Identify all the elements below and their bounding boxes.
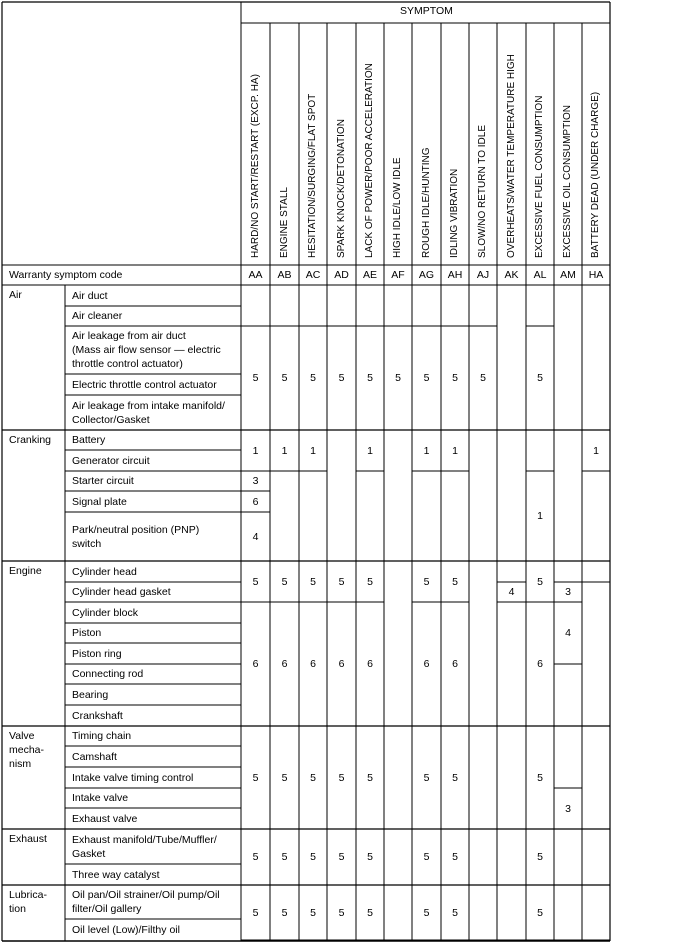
category-label: mecha- xyxy=(9,744,45,756)
matrix-cell-value: 5 xyxy=(281,575,288,588)
matrix-cell-value: 5 xyxy=(367,771,373,784)
item-label: Air leakage from intake manifold/ xyxy=(72,399,225,412)
symptom-code: AH xyxy=(447,269,463,281)
item-label: Cylinder head gasket xyxy=(72,586,171,598)
matrix-cell-value: 6 xyxy=(423,658,430,670)
symptom-name: BATTERY DEAD (UNDER CHARGE) xyxy=(590,91,601,258)
item-label: Cylinder head xyxy=(72,565,137,578)
item-label: Three way catalyst xyxy=(72,868,160,881)
symptom-code: AG xyxy=(418,269,435,281)
matrix-cell-value: 5 xyxy=(252,372,259,384)
matrix-cell-value: 5 xyxy=(452,372,458,384)
matrix-cell-value: 5 xyxy=(452,851,458,863)
symptom-name: ROUGH IDLE/HUNTING xyxy=(420,147,432,258)
category-label: Valve xyxy=(9,730,35,742)
matrix-cell-value: 1 xyxy=(537,510,543,522)
matrix-cell-value: 1 xyxy=(423,444,430,457)
symptom-code: HA xyxy=(588,269,604,281)
matrix-cell-value: 5 xyxy=(338,771,345,784)
matrix-cell-value: 5 xyxy=(310,851,316,863)
matrix-cell-value: 4 xyxy=(565,627,571,639)
symptom-code: AL xyxy=(533,269,547,281)
category-label: Exhaust xyxy=(9,833,47,845)
item-label: Piston xyxy=(72,627,102,639)
item-label: Battery xyxy=(72,434,106,446)
matrix-cell-value: 5 xyxy=(423,851,430,863)
symptom-name: SLOW/NO RETURN TO IDLE xyxy=(477,125,488,258)
category-label: Engine xyxy=(9,565,42,577)
matrix-cell-value: 3 xyxy=(565,802,571,815)
matrix-cell-value: 5 xyxy=(252,851,259,863)
item-label: Oil pan/Oil strainer/Oil pump/Oil xyxy=(72,889,220,901)
item-label: switch xyxy=(72,537,102,550)
matrix-cell-value: 5 xyxy=(310,575,316,588)
item-label: Electric throttle control actuator xyxy=(72,378,217,391)
matrix-cell-value: 5 xyxy=(281,906,288,919)
matrix-cell-value: 1 xyxy=(452,444,458,457)
matrix-cell-value: 5 xyxy=(338,372,345,384)
matrix-cell-value: 5 xyxy=(338,851,345,863)
symptom-code: AF xyxy=(391,269,405,281)
symptom-name: LACK OF POWER/POOR ACCELERATION xyxy=(364,63,375,258)
item-label: Air duct xyxy=(72,289,108,302)
matrix-cell-value: 6 xyxy=(338,658,345,670)
matrix-cell-value: 5 xyxy=(338,906,345,919)
matrix-cell-value: 6 xyxy=(252,495,259,508)
item-label: Crankshaft xyxy=(72,709,123,722)
symptom-name: IDLING VIBRATION xyxy=(449,168,460,258)
matrix-cell-value: 5 xyxy=(310,771,316,784)
symptom-title: SYMPTOM xyxy=(400,5,453,17)
item-label: Generator circuit xyxy=(72,454,150,467)
matrix-cell-value: 5 xyxy=(252,575,259,588)
matrix-cell-value: 5 xyxy=(537,372,543,384)
symptom-name: HARD/NO START/RESTART (EXCP. HA) xyxy=(249,74,261,258)
matrix-cell-value: 5 xyxy=(423,575,430,588)
category-label: tion xyxy=(9,903,26,915)
matrix-cell-value: 5 xyxy=(423,372,430,384)
matrix-cell-value: 5 xyxy=(367,372,373,384)
symptom-code: AA xyxy=(248,269,263,281)
symptom-name: SPARK KNOCK/DETONATION xyxy=(335,119,347,258)
matrix-cell-value: 5 xyxy=(252,906,259,919)
matrix-cell-value: 5 xyxy=(367,575,373,588)
item-label: Intake valve timing control xyxy=(72,771,194,784)
matrix-cell-value: 4 xyxy=(252,530,259,543)
code-row-label: Warranty symptom code xyxy=(9,269,123,281)
matrix-cell-value: 5 xyxy=(537,575,543,588)
symptom-code: AD xyxy=(334,269,349,281)
matrix-cell-value: 3 xyxy=(565,586,571,598)
item-label: Starter circuit xyxy=(72,475,134,487)
category-label: Lubrica- xyxy=(9,889,47,901)
item-label: filter/Oil gallery xyxy=(72,903,142,915)
matrix-cell-value: 5 xyxy=(452,771,458,784)
item-label: Camshaft xyxy=(72,750,117,763)
item-label: Bearing xyxy=(72,688,109,701)
matrix-cell-value: 5 xyxy=(281,372,288,384)
symptom-name: EXCESSIVE FUEL CONSUMPTION xyxy=(534,95,545,258)
matrix-cell-value: 5 xyxy=(423,906,430,919)
matrix-cell-value: 5 xyxy=(252,771,259,784)
matrix-cell-value: 5 xyxy=(537,851,543,863)
symptom-code: AE xyxy=(362,269,377,281)
category-label: Cranking xyxy=(9,434,52,446)
item-label: Exhaust manifold/Tube/Muffler/ xyxy=(72,833,217,846)
matrix-cell-value: 6 xyxy=(367,658,373,670)
item-label: Signal plate xyxy=(72,495,127,508)
item-label: Oil level (Low)/Filthy oil xyxy=(72,923,180,936)
matrix-cell-value: 1 xyxy=(252,444,259,457)
item-label: Piston ring xyxy=(72,647,122,660)
symptom-code: AB xyxy=(277,269,292,281)
item-label: Exhaust valve xyxy=(72,812,138,825)
matrix-cell-value: 5 xyxy=(480,372,486,384)
matrix-cell-value: 5 xyxy=(452,906,458,919)
item-label: Air leakage from air duct xyxy=(72,330,186,342)
matrix-cell-value: 5 xyxy=(281,771,288,784)
category-label: nism xyxy=(9,758,32,770)
symptom-name: EXCESSIVE OIL CONSUMPTION xyxy=(562,105,573,258)
item-label: Park/neutral position (PNP) xyxy=(72,523,200,536)
matrix-cell-value: 5 xyxy=(310,372,316,384)
item-label: Air cleaner xyxy=(72,310,123,322)
matrix-cell-value: 5 xyxy=(338,575,345,588)
matrix-cell-value: 6 xyxy=(452,658,458,670)
symptom-code: AK xyxy=(504,269,519,281)
matrix-cell-value: 6 xyxy=(281,658,288,670)
matrix-cell-value: 1 xyxy=(367,444,373,457)
matrix-cell-value: 1 xyxy=(310,444,316,457)
matrix-cell-value: 4 xyxy=(508,586,515,598)
category-label: Air xyxy=(9,289,22,301)
matrix-cell-value: 5 xyxy=(452,575,458,588)
matrix-cell-value: 5 xyxy=(367,851,373,863)
matrix-cell-value: 5 xyxy=(310,906,316,919)
matrix-cell-value: 6 xyxy=(537,658,543,670)
symptom-name: OVERHEATS/WATER TEMPERATURE HIGH xyxy=(505,54,517,258)
matrix-cell-value: 5 xyxy=(367,906,373,919)
symptom-name: HESITATION/SURGING/FLAT SPOT xyxy=(307,93,318,258)
matrix-cell-value: 1 xyxy=(593,444,599,457)
matrix-cell-value: 5 xyxy=(423,771,430,784)
symptom-code: AC xyxy=(305,269,321,281)
item-label: Gasket xyxy=(72,847,106,860)
matrix-cell-value: 5 xyxy=(537,771,543,784)
item-label: Cylinder block xyxy=(72,606,138,619)
matrix-cell-value: 5 xyxy=(395,372,401,384)
item-label: Timing chain xyxy=(72,730,132,742)
symptom-code: AJ xyxy=(476,269,490,281)
matrix-cell-value: 1 xyxy=(281,444,288,457)
matrix-cell-value: 5 xyxy=(281,851,288,863)
item-label: Intake valve xyxy=(72,792,129,804)
item-label: (Mass air flow sensor — electric xyxy=(72,344,221,356)
item-label: Collector/Gasket xyxy=(72,413,150,426)
item-label: throttle control actuator) xyxy=(72,358,183,370)
matrix-cell-value: 6 xyxy=(252,658,259,670)
item-label: Connecting rod xyxy=(72,668,144,680)
matrix-cell-value: 6 xyxy=(310,658,316,670)
symptom-name: HIGH IDLE/LOW IDLE xyxy=(392,157,403,258)
symptom-code: AM xyxy=(560,269,576,281)
matrix-cell-value: 5 xyxy=(537,906,543,919)
symptom-name: ENGINE STALL xyxy=(278,187,290,258)
matrix-cell-value: 3 xyxy=(252,475,259,487)
